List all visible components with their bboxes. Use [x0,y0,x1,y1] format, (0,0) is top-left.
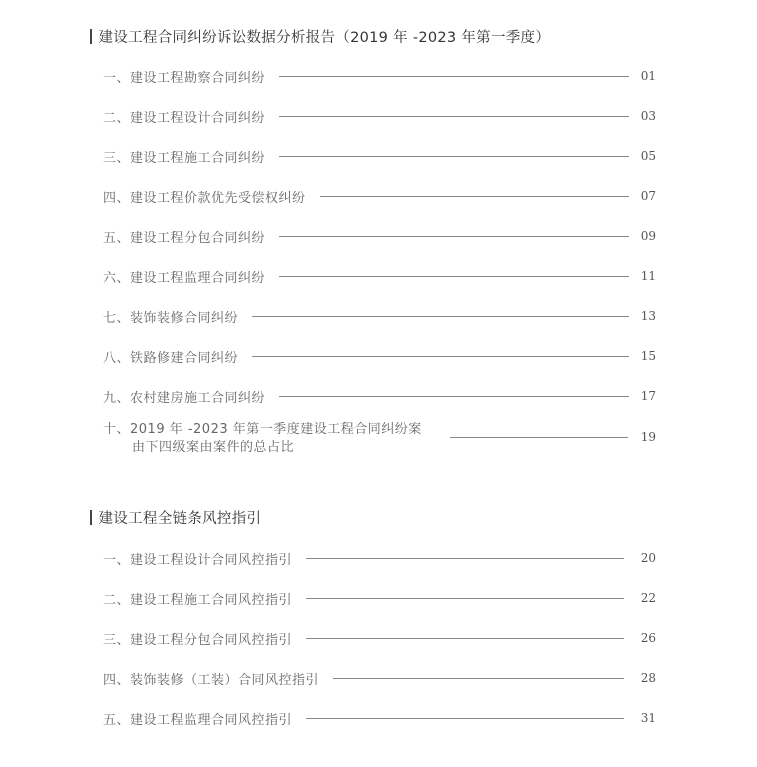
toc-leader-line [306,638,624,639]
toc-page-number: 22 [640,591,656,605]
toc-item[interactable] [103,146,643,166]
toc-leader-line [450,437,628,438]
toc-item[interactable] [103,548,638,568]
toc-page-number: 13 [640,309,656,323]
toc-item[interactable] [103,668,638,688]
section-title-risk-control [90,507,261,528]
toc-item-label: 四、建设工程价款优先受偿权纠纷 [103,190,306,206]
toc-item[interactable] [103,266,643,286]
toc-leader-line [306,558,624,559]
toc-page-number: 15 [640,349,656,363]
toc-item-label: 六、建设工程监理合同纠纷 [103,270,266,286]
toc-page-number: 19 [640,430,656,444]
toc-page-number: 03 [640,109,656,123]
toc-item[interactable] [103,346,643,366]
toc-item-label: 二、建设工程设计合同纠纷 [103,110,266,126]
toc-item-label: 九、农村建房施工合同纠纷 [103,390,266,406]
toc-item-label: 三、建设工程施工合同纠纷 [103,150,266,166]
toc-item[interactable] [103,66,643,86]
toc-item[interactable] [103,106,643,126]
toc-leader-line [306,718,624,719]
toc-item[interactable] [103,306,643,326]
toc-page-number: 05 [640,149,656,163]
toc-page-number: 17 [640,389,656,403]
toc-page-number: 26 [640,631,656,645]
toc-item-label: 七、装饰装修合同纠纷 [103,310,239,326]
toc-leader-line [279,76,629,77]
toc-page-number: 28 [640,671,656,685]
title-accent-bar [90,510,92,525]
toc-item-label-line1: 十、2019 年 -2023 年第一季度建设工程合同纠纷案 [103,422,422,437]
toc-item[interactable] [103,628,638,648]
toc-item[interactable] [103,186,643,206]
toc-leader-line [306,598,624,599]
toc-item-label: 一、建设工程设计合同风控指引 [103,552,293,568]
toc-leader-line [252,356,629,357]
toc-item-label: 二、建设工程施工合同风控指引 [103,592,293,608]
section-title-text: 建设工程合同纠纷诉讼数据分析报告（2019 年 -2023 年第一季度） [98,30,551,46]
toc-item-multiline[interactable] [103,421,422,457]
section-title-text: 建设工程全链条风控指引 [98,511,262,527]
toc-item-label: 五、建设工程监理合同风控指引 [103,712,293,728]
toc-page-number: 01 [640,69,656,83]
toc-leader-line [279,156,629,157]
toc-item-label: 五、建设工程分包合同纠纷 [103,230,266,246]
toc-item[interactable] [103,708,638,728]
toc-item[interactable] [103,386,643,406]
toc-item-label: 一、建设工程勘察合同纠纷 [103,70,266,86]
toc-page-number: 31 [640,711,656,725]
toc-leader-line [320,196,629,197]
toc-item[interactable] [103,226,643,246]
toc-item-label: 八、铁路修建合同纠纷 [103,350,239,366]
toc-leader-line [279,276,629,277]
toc-item-label-line2: 由下四级案由案件的总占比 [132,440,295,455]
toc-page-number: 09 [640,229,656,243]
section-title-litigation-report [90,26,550,47]
toc-leader-line [333,678,624,679]
toc-leader-line [252,316,629,317]
toc-leader-line [279,116,629,117]
toc-item-label: 三、建设工程分包合同风控指引 [103,632,293,648]
toc-page-number: 20 [640,551,656,565]
title-accent-bar [90,29,92,44]
toc-leader-line [279,396,629,397]
toc-item[interactable] [103,588,638,608]
toc-page-number: 07 [640,189,656,203]
toc-page-number: 11 [640,269,656,283]
toc-item-label: 四、装饰装修（工装）合同风控指引 [103,672,320,688]
toc-leader-line [279,236,629,237]
